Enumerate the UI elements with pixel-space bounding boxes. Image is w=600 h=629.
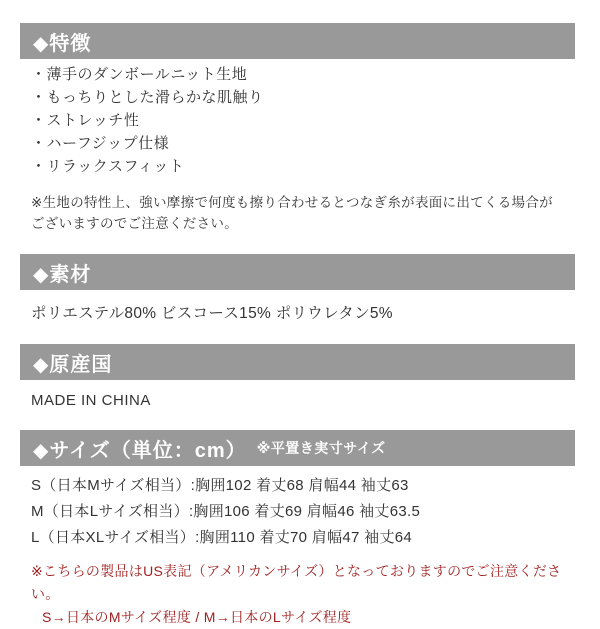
us-size-warning	[20, 560, 575, 629]
feature-item: ・もっちりとした滑らかな肌触り	[31, 89, 264, 106]
feature-item: ・リラックスフィット	[31, 158, 185, 175]
fabric-care-note-line: ※生地の特性上、強い摩擦で何度も擦り合わせるとつなぎ糸が表面に出てくる場合が	[31, 195, 553, 210]
origin-section-header	[20, 344, 575, 380]
fabric-care-note-line: ございますのでご注意ください。	[31, 216, 238, 231]
material-section-header	[20, 254, 575, 290]
size-row-l: L（日本XLサイズ相当）:胸囲110 着丈70 肩幅47 袖丈64	[31, 529, 413, 546]
us-size-warning-line: S→日本のMサイズ程度 / M→日本のLサイズ程度	[42, 609, 352, 625]
feature-item: ・薄手のダンボールニット生地	[31, 66, 248, 83]
feature-list	[20, 63, 575, 178]
size-row-m: M（日本Lサイズ相当）:胸囲106 着丈69 肩幅46 袖丈63.5	[31, 503, 421, 520]
size-section-subtitle: ※平置き実寸サイズ	[256, 440, 386, 456]
size-section-header	[20, 430, 575, 466]
size-table	[20, 473, 575, 551]
us-size-warning-line: ※こちらの製品はUS表記（アメリカンサイズ）となっておりますのでご注意ください。	[31, 563, 562, 602]
origin-section-title: ◆原産国	[33, 353, 113, 376]
material-section-title: ◆素材	[33, 263, 92, 286]
features-section-header	[20, 23, 575, 59]
features-section-title: ◆特徴	[33, 32, 92, 55]
material-composition: ポリエステル80% ビスコース15% ポリウレタン5%	[31, 305, 393, 322]
feature-item: ・ハーフジップ仕様	[31, 135, 170, 152]
origin-country: MADE IN CHINA	[31, 392, 151, 409]
feature-item: ・ストレッチ性	[31, 112, 140, 129]
size-section-title: ◆サイズ（単位：cm）	[33, 439, 247, 462]
fabric-care-note	[20, 192, 575, 234]
size-row-s: S（日本Mサイズ相当）:胸囲102 着丈68 肩幅44 袖丈63	[31, 477, 409, 494]
